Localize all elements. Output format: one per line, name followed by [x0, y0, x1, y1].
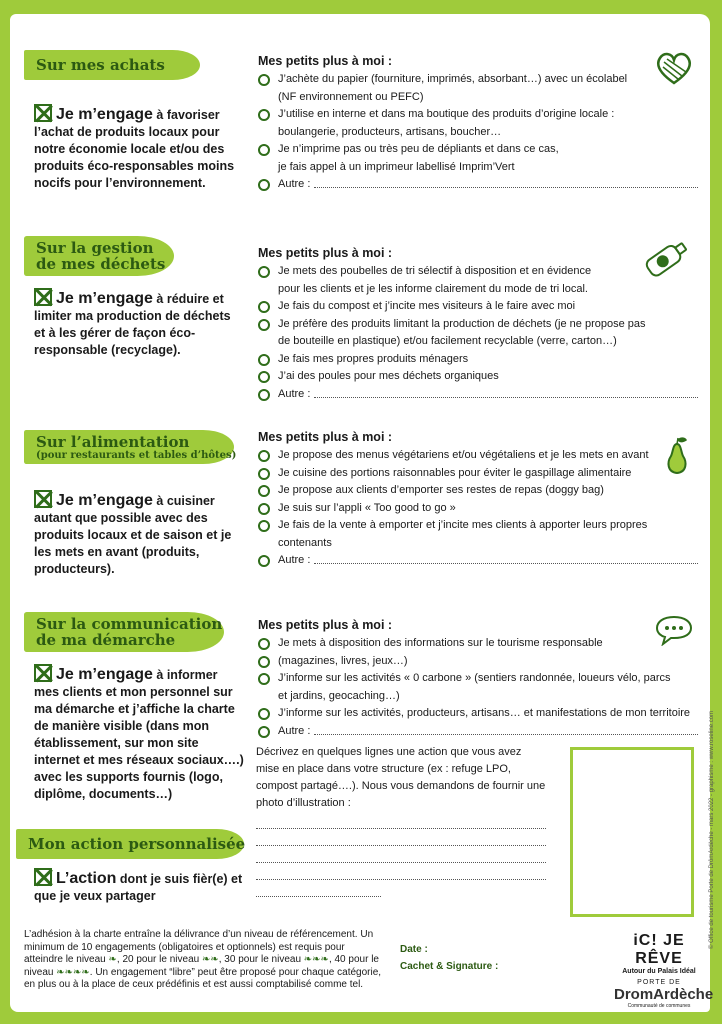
engage-label: Je m’engage: [56, 106, 153, 123]
date-signature: [400, 941, 498, 975]
option-item: J’informe sur les activités « 0 carbone » (sentiers randonnée, loueurs vélo, parcs: [258, 670, 698, 687]
engagement-text: [34, 104, 244, 192]
option-item: pour les clients et je les informe clairement du mode de tri local.: [278, 282, 588, 295]
option-item: Je mets à disposition des informations sur le tourisme responsable: [258, 635, 698, 652]
description-line[interactable]: [256, 846, 546, 863]
option-checkbox[interactable]: [258, 319, 270, 331]
option-item: Je fais mes propres produits ménagers: [258, 351, 698, 368]
options-block: [258, 246, 698, 403]
options-title: Mes petits plus à moi :: [258, 430, 393, 444]
option-checkbox[interactable]: [258, 179, 270, 191]
checked-box-icon[interactable]: [34, 664, 52, 682]
option-item: Je fais du compost et j’incite mes visiteurs à le faire avec moi: [258, 298, 698, 315]
description-line[interactable]: [256, 812, 546, 829]
signature-label: Cachet & Signature :: [400, 961, 499, 972]
option-checkbox[interactable]: [258, 468, 270, 480]
option-item: boulangerie, producteurs, artisans, boucher…: [278, 125, 502, 138]
option-checkbox[interactable]: [258, 450, 270, 462]
engage-description: à favoriser l’achat de produits locaux pour notre économie locale et/ou des produits éco-responsables moins nocifs pour l’environnement.: [34, 108, 235, 190]
option-item: Je cuisine des portions raisonnables pour éviter le gaspillage alimentaire: [258, 465, 698, 482]
pear-icon: [664, 436, 690, 476]
option-item: J’informe sur les activités, producteurs, artisans… et manifestations de mon territoire: [258, 705, 698, 722]
engage-description: à informer mes clients et mon personnel sur ma démarche et j’affiche la charte de manière visible (dans mon établissement, sur mon site internet et mes réseaux sociaux….) avec les supports fournis (logo, diplôme, documents…): [34, 668, 244, 801]
checked-box-icon[interactable]: [34, 288, 52, 306]
photo-frame[interactable]: [570, 747, 694, 917]
section-title: Sur mes achats: [36, 56, 165, 74]
section-title: Sur l’alimentation: [36, 432, 190, 451]
credits: © Office de tourisme Porte de DrômArdèche - mars 2022 - graphisme : www.roseline.com: [709, 710, 715, 949]
other-option: Autre :: [258, 176, 698, 193]
other-option: Autre :: [258, 386, 698, 403]
personal-description: Décrivez en quelques lignes une action que vous avez mise en place dans votre structure (ex : refuge LPO, compost partagé….). Nous vous demandons de fournir une photo d’illustration :: [256, 744, 546, 897]
option-checkbox[interactable]: [258, 485, 270, 497]
other-input-line[interactable]: [314, 552, 698, 564]
leaf-icon: ❧: [108, 954, 117, 965]
option-checkbox[interactable]: [258, 74, 270, 86]
checked-box-icon[interactable]: [34, 104, 52, 122]
leaf-icon: ❧❧: [201, 954, 219, 965]
other-input-line[interactable]: [314, 386, 698, 398]
option-checkbox[interactable]: [258, 144, 270, 156]
option-checkbox[interactable]: [258, 673, 270, 685]
section-banner: [24, 430, 237, 464]
option-checkbox[interactable]: [258, 503, 270, 515]
option-checkbox[interactable]: [258, 656, 270, 668]
option-checkbox[interactable]: [258, 354, 270, 366]
option-item: Je suis sur l’appli « Too good to go »: [258, 500, 698, 517]
section-title: Sur la communication: [36, 615, 223, 633]
option-checkbox[interactable]: [258, 371, 270, 383]
other-option: Autre :: [258, 723, 698, 740]
option-item: Je mets des poubelles de tri sélectif à disposition et en évidence: [258, 263, 698, 280]
action-label: L’action: [56, 870, 117, 887]
option-checkbox[interactable]: [258, 520, 270, 532]
footer-notice: L’adhésion à la charte entraîne la délivrance d’un niveau de référencement. Un minimum de 10 engagements (obligatoires et optionnels) est requis pour atteindre le niveau ❧, 20 pour le niveau ❧❧, 30 pour le niveau ❧❧❧, 40 pour le niveau ❧❧❧❧. Un engagement “libre” peut être proposé pour chaque catégorie, en plus ou à la place de ceux prédéfinis et est aussi comptabilisé comme tel.: [24, 929, 382, 990]
options-block: [258, 430, 698, 570]
section-subtitle: (pour restaurants et tables d’hôtes): [36, 449, 237, 461]
section-banner: [24, 50, 200, 80]
section-title-line2: de mes déchets: [36, 255, 166, 273]
option-checkbox[interactable]: [258, 638, 270, 650]
option-checkbox[interactable]: [258, 301, 270, 313]
options-title: Mes petits plus à moi :: [258, 618, 393, 632]
leaf-icon: ❧❧❧❧: [56, 966, 90, 978]
charter-page: [10, 14, 715, 1012]
section-title-line2: de ma démarche: [36, 631, 176, 649]
personal-action-text: [34, 868, 254, 905]
option-item: Je propose des menus végétariens et/ou végétaliens et je les mets en avant: [258, 447, 698, 464]
description-line[interactable]: [256, 863, 546, 880]
porte-dromardeche-logo: PORTE DE DromArdèche Communauté de communes: [614, 979, 714, 1009]
engage-description: à réduire et limiter ma production de déchets et à les gérer de façon éco-responsable (recyclage).: [34, 292, 231, 357]
option-item: Je n’imprime pas ou très peu de dépliants et dans ce cas,: [258, 141, 698, 158]
option-item: Je fais de la vente à emporter et j’incite mes clients à apporter leurs propres: [258, 517, 698, 534]
option-checkbox[interactable]: [258, 726, 270, 738]
options-title: Mes petits plus à moi :: [258, 54, 393, 68]
option-checkbox[interactable]: [258, 109, 270, 121]
option-item: (magazines, livres, jeux…): [258, 653, 698, 670]
option-item: J’achète du papier (fourniture, imprimés, absorbant…) avec un écolabel: [258, 71, 698, 88]
option-item: J’ai des poules pour mes déchets organiques: [258, 368, 698, 385]
personal-banner: [16, 829, 244, 859]
checked-box-icon[interactable]: [34, 490, 52, 508]
options-block: [258, 54, 698, 194]
other-input-line[interactable]: [314, 176, 698, 188]
engage-label: Je m’engage: [56, 290, 153, 307]
date-label: Date :: [400, 944, 428, 955]
option-item: Je préfère des produits limitant la production de déchets (je ne propose pas: [258, 316, 698, 333]
options-block: [258, 618, 698, 740]
option-checkbox[interactable]: [258, 266, 270, 278]
description-line[interactable]: [256, 880, 381, 897]
ici-je-reve-logo: iC! JE RÊVE Autour du Palais Idéal: [622, 932, 696, 975]
engage-description: à cuisiner autant que possible avec des produits locaux et de saison et je les mets en avant (produits, producteurs).: [34, 494, 232, 576]
leaf-icon: ❧❧❧: [303, 954, 329, 965]
action-description: dont je suis fièr(e) et que je veux partager: [34, 872, 243, 903]
option-item: de bouteille en plastique) et/ou facilement recyclable (verre, carton…): [278, 335, 617, 347]
heart-icon: [654, 50, 694, 86]
option-item: (NF environnement ou PEFC): [278, 90, 424, 103]
description-line[interactable]: [256, 829, 546, 846]
section-banner: [24, 612, 224, 652]
option-item: je fais appel à un imprimeur labellisé Imprim’Vert: [278, 160, 515, 173]
engagement-text: [34, 664, 244, 803]
option-item: J’utilise en interne et dans ma boutique des produits d’origine locale :: [258, 106, 698, 123]
option-checkbox[interactable]: [258, 708, 270, 720]
other-input-line[interactable]: [314, 723, 698, 735]
section-title: Sur la gestion: [36, 239, 154, 257]
engagement-text: [34, 288, 244, 359]
speech-bubble-icon: [654, 614, 694, 646]
engagement-text: [34, 490, 244, 578]
other-option: Autre :: [258, 552, 698, 569]
personal-title: Mon action personnalisée: [28, 835, 246, 853]
section-banner: [24, 236, 174, 276]
engage-label: Je m’engage: [56, 492, 153, 509]
recycle-bottle-icon: [638, 236, 694, 282]
engage-label: Je m’engage: [56, 666, 153, 683]
option-checkbox[interactable]: [258, 555, 270, 567]
option-item: contenants: [278, 536, 332, 549]
option-item: et jardins, geocaching…): [278, 689, 400, 702]
option-item: Je propose aux clients d’emporter ses restes de repas (doggy bag): [258, 482, 698, 499]
options-title: Mes petits plus à moi :: [258, 246, 393, 260]
option-checkbox[interactable]: [258, 389, 270, 401]
checked-box-icon[interactable]: [34, 868, 52, 886]
